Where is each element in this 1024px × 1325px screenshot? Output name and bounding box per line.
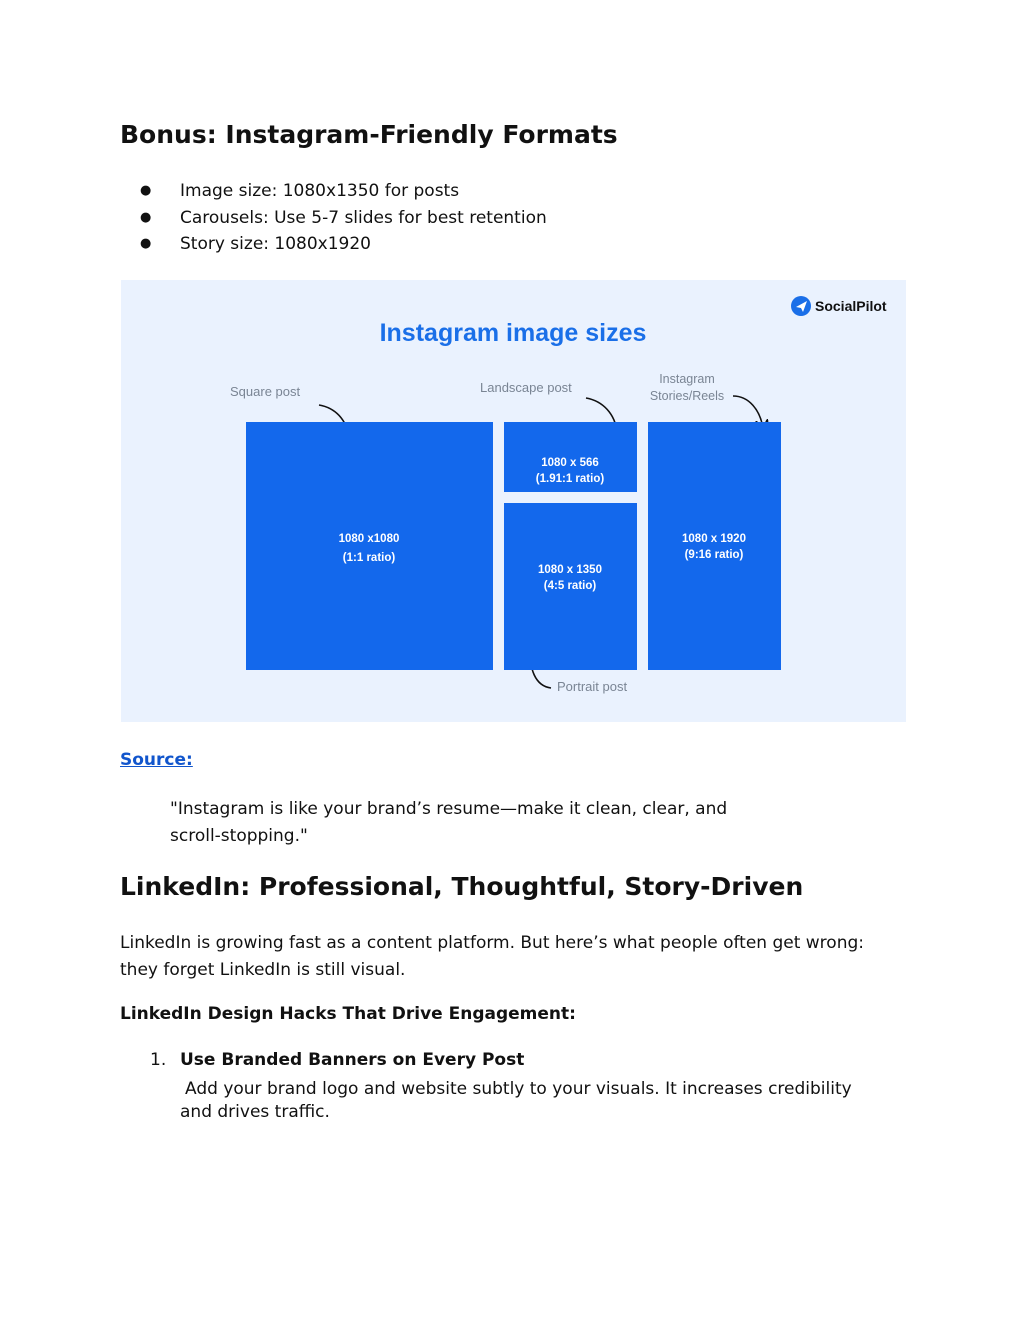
- block-square-ratio: (1:1 ratio): [342, 552, 396, 564]
- list-item: [140, 178, 547, 205]
- instagram-sizes-infographic: [121, 280, 906, 722]
- list-item: [140, 231, 547, 258]
- block-story-size: 1080 x 1920: [682, 533, 746, 545]
- block-landscape-size: 1080 x 566: [541, 457, 599, 469]
- instagram-format-list: [140, 178, 547, 258]
- infographic-title: Instagram image sizes: [379, 319, 647, 347]
- list-item-number: 1.: [150, 1050, 167, 1070]
- bullet-glyph: ●: [140, 183, 152, 198]
- brand-name: SocialPilot: [815, 298, 887, 314]
- quote-block: [170, 796, 790, 849]
- label-stories-line1: Instagram: [659, 372, 715, 386]
- list-item-text: Story size: 1080x1920: [180, 234, 371, 254]
- label-square-post: Square post: [230, 384, 301, 399]
- label-stories-line2: Stories/Reels: [649, 389, 725, 403]
- quote-line: "Instagram is like your brand’s resume—make it clean, clear, and: [170, 799, 728, 819]
- list-item-text: Image size: 1080x1350 for posts: [180, 181, 460, 201]
- infographic-canvas: [121, 280, 906, 722]
- block-square: [246, 422, 493, 670]
- list-item-body: and drives traffic.: [180, 1102, 330, 1122]
- block-portrait-ratio: (4:5 ratio): [543, 580, 597, 592]
- label-landscape-post: Landscape post: [480, 380, 572, 395]
- block-story-ratio: (9:16 ratio): [684, 549, 744, 561]
- source-link[interactable]: Source:: [120, 750, 193, 770]
- paragraph-line: they forget LinkedIn is still visual.: [120, 959, 406, 980]
- list-item-text: Carousels: Use 5-7 slides for best retention: [180, 207, 547, 228]
- block-square-size: 1080 x1080: [338, 533, 400, 545]
- bullet-glyph: ●: [140, 236, 152, 251]
- paragraph-line: LinkedIn is growing fast as a content platform. But here’s what people often get wrong:: [120, 933, 864, 953]
- list-item-body: Add your brand logo and website subtly to your visuals. It increases credibility: [185, 1079, 852, 1099]
- block-landscape-ratio: (1.91:1 ratio): [535, 473, 605, 485]
- section-heading-instagram-formats: Bonus: Instagram-Friendly Formats: [120, 120, 618, 149]
- section-heading-linkedin: LinkedIn: Professional, Thoughtful, Story-Driven: [120, 872, 804, 901]
- list-item: [140, 205, 547, 232]
- bullet-glyph: ●: [140, 209, 152, 225]
- label-portrait-post: Portrait post: [557, 679, 628, 694]
- socialpilot-logo: [791, 296, 887, 316]
- linkedin-hacks-subheading: LinkedIn Design Hacks That Drive Engagement:: [120, 1004, 576, 1024]
- block-portrait-size: 1080 x 1350: [538, 564, 602, 576]
- block-story: [648, 422, 781, 670]
- linkedin-intro-paragraph: [120, 930, 920, 983]
- quote-line: scroll-stopping.": [170, 825, 308, 846]
- list-item-title: Use Branded Banners on Every Post: [180, 1050, 525, 1070]
